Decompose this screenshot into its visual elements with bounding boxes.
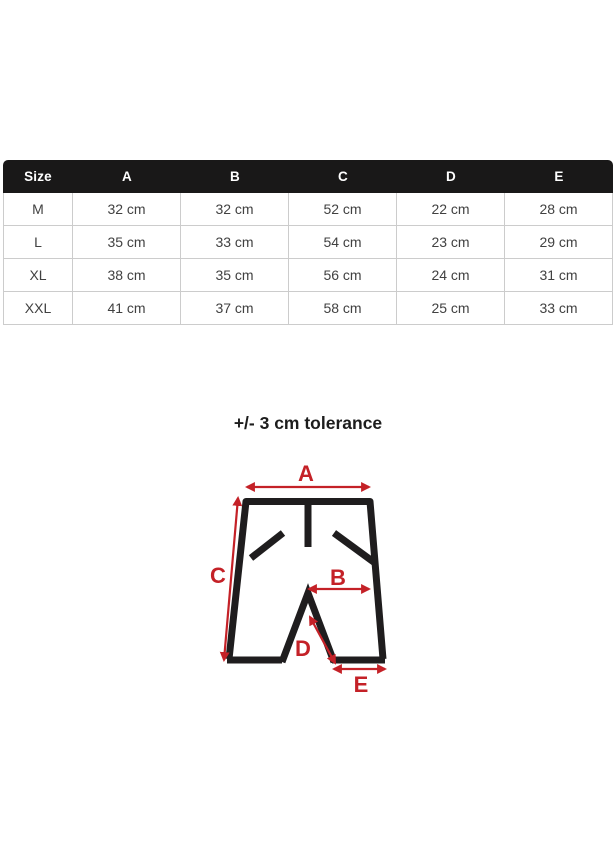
measurement-cell: 32 cm — [181, 193, 289, 226]
measurement-cell: 33 cm — [181, 226, 289, 259]
column-header-d: D — [397, 160, 505, 193]
size-label: M — [3, 193, 73, 226]
size-row-xl — [3, 259, 613, 292]
right-pocket-line — [334, 533, 375, 563]
measurement-cell: 31 cm — [505, 259, 613, 292]
dimension-b — [309, 565, 369, 590]
dimension-e — [334, 669, 385, 695]
measurement-cell: 41 cm — [73, 292, 181, 325]
measurement-cell: 24 cm — [397, 259, 505, 292]
measurement-cell: 25 cm — [397, 292, 505, 325]
measurement-cell: 33 cm — [505, 292, 613, 325]
left-pocket-line — [251, 533, 283, 558]
measurement-cell: 35 cm — [73, 226, 181, 259]
dimension-label-e: E — [353, 672, 369, 695]
column-header-c: C — [289, 160, 397, 193]
measurement-cell: 35 cm — [181, 259, 289, 292]
size-row-m — [3, 193, 613, 226]
size-table — [3, 160, 613, 325]
dimension-a — [247, 461, 369, 487]
measurement-cell: 52 cm — [289, 193, 397, 226]
column-header-e: E — [505, 160, 613, 193]
dimension-label-a: A — [298, 461, 314, 486]
column-header-size: Size — [3, 160, 73, 193]
measurement-cell: 37 cm — [181, 292, 289, 325]
table-header-row — [3, 160, 613, 193]
size-row-l — [3, 226, 613, 259]
column-header-a: A — [73, 160, 181, 193]
measurement-cell: 38 cm — [73, 259, 181, 292]
size-label: L — [3, 226, 73, 259]
measurement-cell: 32 cm — [73, 193, 181, 226]
measurement-cell: 58 cm — [289, 292, 397, 325]
tolerance-note: +/- 3 cm tolerance — [233, 413, 383, 433]
dimension-label-b: B — [330, 565, 346, 590]
column-header-b: B — [181, 160, 289, 193]
size-label: XL — [3, 259, 73, 292]
measurement-cell: 22 cm — [397, 193, 505, 226]
measurement-cell: 28 cm — [505, 193, 613, 226]
shorts-measurement-diagram — [205, 460, 395, 695]
size-row-xxl — [3, 292, 613, 325]
measurement-cell: 29 cm — [505, 226, 613, 259]
measurement-cell: 54 cm — [289, 226, 397, 259]
dimension-label-d: D — [295, 636, 311, 661]
measurement-cell: 56 cm — [289, 259, 397, 292]
measurement-cell: 23 cm — [397, 226, 505, 259]
dimension-label-c: C — [210, 563, 226, 588]
size-label: XXL — [3, 292, 73, 325]
